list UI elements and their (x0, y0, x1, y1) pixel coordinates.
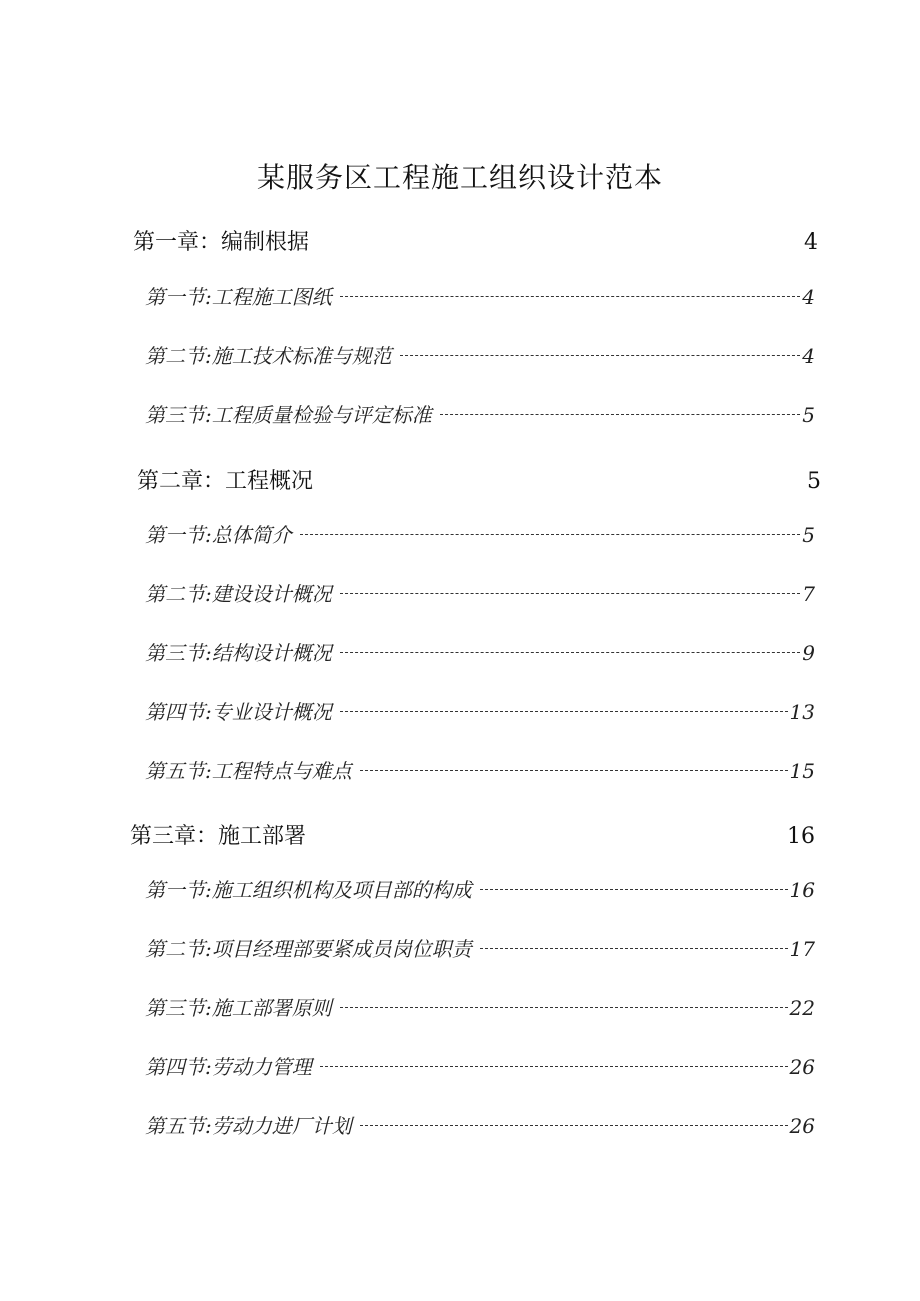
toc-section[interactable] (145, 934, 815, 964)
toc-section[interactable] (145, 520, 815, 550)
section-label: 第五节:工程特点与难点 (145, 759, 352, 783)
dot-leader (480, 948, 788, 949)
section-page-number: 9 (802, 641, 815, 665)
section-page-number: 5 (802, 523, 815, 547)
dot-leader (440, 414, 801, 415)
section-page-number: 4 (802, 285, 815, 309)
toc-chapter[interactable] (133, 228, 818, 258)
document-title: 某服务区工程施工组织设计范本 (256, 161, 663, 194)
toc-section[interactable] (145, 1111, 815, 1141)
section-label: 第五节:劳动力进厂计划 (145, 1114, 352, 1138)
toc-section[interactable] (145, 993, 815, 1023)
toc-section[interactable] (145, 282, 815, 312)
dot-leader (340, 296, 801, 297)
chapter-page-number: 16 (787, 824, 815, 849)
section-label: 第四节:劳动力管理 (145, 1055, 312, 1079)
section-label: 第二节:建设设计概况 (145, 582, 332, 606)
section-page-number: 13 (789, 700, 815, 724)
toc-section[interactable] (145, 1052, 815, 1082)
toc-section[interactable] (145, 875, 815, 905)
section-page-number: 16 (789, 878, 815, 902)
toc-chapter[interactable] (130, 822, 815, 852)
dot-leader (340, 652, 801, 653)
toc-section[interactable] (145, 400, 815, 430)
section-label: 第二节:施工技术标准与规范 (145, 344, 392, 368)
toc-section[interactable] (145, 579, 815, 609)
section-page-number: 7 (802, 582, 815, 606)
dot-leader (400, 355, 801, 356)
section-label: 第二节:项目经理部要紧成员岗位职责 (145, 937, 472, 961)
dot-leader (320, 1066, 788, 1067)
section-page-number: 15 (789, 759, 815, 783)
chapter-label: 第二章：工程概况 (137, 469, 314, 494)
toc-chapter[interactable] (137, 467, 821, 497)
toc-section[interactable] (145, 756, 815, 786)
section-label: 第四节:专业设计概况 (145, 700, 332, 724)
chapter-label: 第一章：编制根据 (133, 230, 310, 255)
chapter-page-number: 5 (807, 469, 821, 494)
dot-leader (340, 711, 788, 712)
chapter-page-number: 4 (804, 230, 818, 255)
section-label: 第一节:工程施工图纸 (145, 285, 332, 309)
section-label: 第一节:总体简介 (145, 523, 292, 547)
section-page-number: 22 (789, 996, 815, 1020)
chapter-label: 第三章：施工部署 (130, 824, 307, 849)
dot-leader (340, 1007, 788, 1008)
section-page-number: 5 (802, 403, 815, 427)
section-label: 第三节:工程质量检验与评定标准 (145, 403, 432, 427)
toc-section[interactable] (145, 341, 815, 371)
dot-leader (340, 593, 801, 594)
section-page-number: 26 (789, 1114, 815, 1138)
dot-leader (480, 889, 788, 890)
toc-section[interactable] (145, 697, 815, 727)
toc-section[interactable] (145, 638, 815, 668)
section-label: 第三节:施工部署原则 (145, 996, 332, 1020)
section-page-number: 17 (789, 937, 815, 961)
dot-leader (360, 1125, 788, 1126)
dot-leader (300, 534, 801, 535)
dot-leader (360, 770, 788, 771)
section-page-number: 4 (802, 344, 815, 368)
section-label: 第一节:施工组织机构及项目部的构成 (145, 878, 472, 902)
section-label: 第三节:结构设计概况 (145, 641, 332, 665)
section-page-number: 26 (789, 1055, 815, 1079)
